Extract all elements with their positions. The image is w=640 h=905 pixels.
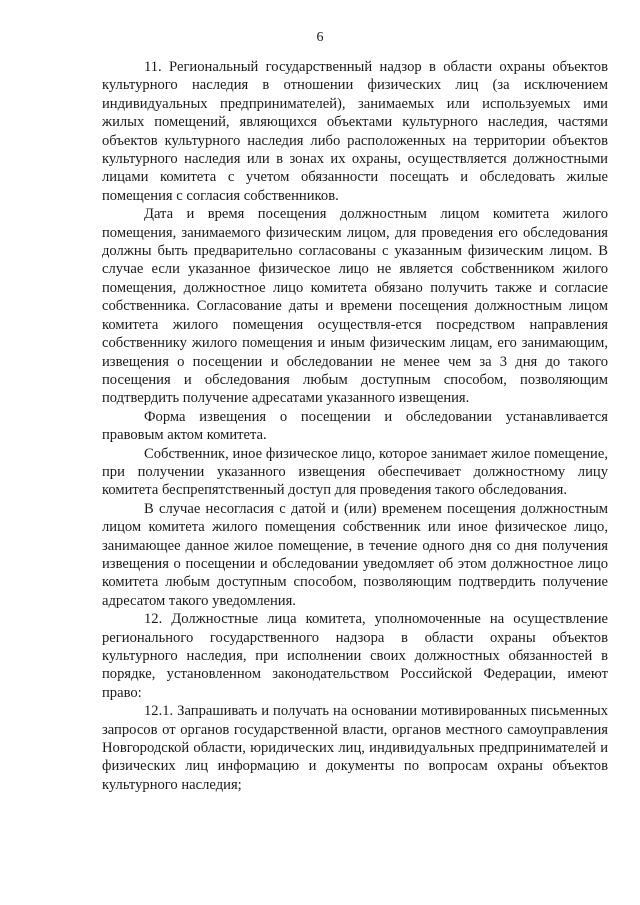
paragraph-12: 12. Должностные лица комитета, уполномоченные на осуществление регионального государственного надзора в области охраны объектов культурного наследия, при исполнении своих должностных обязанностей в порядке, установленном законодательством Российской Федерации, имеют право: bbox=[102, 611, 608, 701]
page-number: 6 bbox=[316, 30, 324, 45]
paragraph-disagreement: В случае несогласия с датой и (или) временем посещения должностным лицом комитета жилого помещения собственник или иное физическое лицо, занимающее данное жилое помещение, в течение одного дня со дня получения извещения о посещении и обследовании уведомляет об этом должностное лицо комитета любым доступным способом, позволяющим подтвердить получение адресатом такого уведомления. bbox=[102, 500, 608, 609]
paragraph-notice-form: Форма извещения о посещении и обследовании устанавливается правовым актом комитета. bbox=[102, 408, 608, 444]
document-body bbox=[102, 58, 608, 794]
paragraph-owner-access: Собственник, иное физическое лицо, которое занимает жилое помещение, при получении указанного извещения обеспечивает должностному лицу комитета беспрепятственный доступ для проведения такого обследования. bbox=[102, 445, 608, 499]
paragraph-12-1: 12.1. Запрашивать и получать на основании мотивированных письменных запросов от органов государственной власти, органов местного самоуправления Новгородской области, юридических лиц, индивидуальных предпринимателей и физических лиц информацию и документы по вопросам охраны объектов культурного наследия; bbox=[102, 703, 608, 793]
paragraph-11: 11. Региональный государственный надзор в области охраны объектов культурного наследия в отношении физических лиц (за исключением индивидуальных предпринимателей), занимаемых или используемых ими жилых помещений, являющихся объектами культурного наследия, частями объектов культурного наследия либо расположенных на территории объектов культурного наследия или в зонах их охраны, осуществляется должностными лицами комитета с учетом обязанности посещать и обследовать жилые помещения с согласия собственников. bbox=[102, 59, 608, 204]
paragraph-visit-date: Дата и время посещения должностным лицом комитета жилого помещения, занимаемого физическим лицом, для проведения его обследования должны быть предварительно согласованы с указанным физическим лицом. В случае если указанное физическое лицо не является собственником жилого помещения, должностное лицо комитета обязано получить также и согласие собственника. Согласование даты и времени посещения должностным лицом комитета жилого помещения осуществля-ется посредством направления собственнику жилого помещения и иным физическим лицам, его занимающим, извещения о посещении и обследовании не менее чем за 3 дня до такого посещения и обследования любым доступным способом, позволяющим подтвердить получение адресатами указанного извещения. bbox=[102, 206, 608, 407]
